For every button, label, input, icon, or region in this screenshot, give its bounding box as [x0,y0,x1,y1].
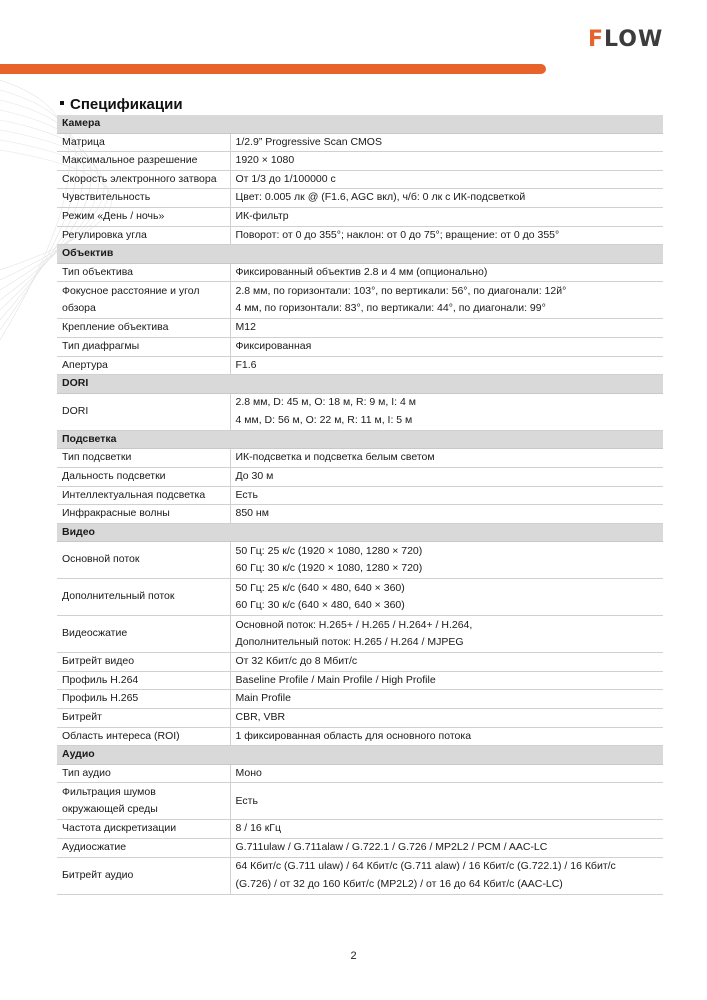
spec-value-line: Фиксированный объектив 2.8 и 4 мм (опционально) [235,265,488,278]
spec-value-line: 64 Кбит/с (G.711 ulaw) / 64 Кбит/с (G.711 alaw) / 16 Кбит/с (G.722.1) / 16 Кбит/с [235,860,616,873]
spec-value [230,690,663,709]
spec-key [57,839,230,858]
spec-key [57,133,230,152]
spec-value-line: (G.726) / от 32 до 160 Кбит/с (MP2L2) / от 16 до 64 Кбит/с (AAC-LC) [235,877,563,890]
spec-key-line: Инфракрасные волны [62,507,170,520]
spec-value [230,653,663,672]
section-title: Аудио [57,746,663,765]
spec-key [57,189,230,208]
spec-row [57,467,663,486]
spec-row [57,486,663,505]
spec-value [230,337,663,356]
spec-key-line: обзора [62,302,96,315]
spec-key-line: Аудиосжатие [62,841,127,854]
spec-value-line: 50 Гц: 25 к/с (640 × 480, 640 × 360) [235,581,405,594]
spec-value-line: F1.6 [235,358,257,371]
spec-value-line: 1/2.9” Progressive Scan CMOS [235,135,382,148]
spec-key [57,393,230,430]
spec-value-line: От 1/3 до 1/100000 с [235,172,336,185]
spec-key [57,783,230,820]
spec-value-line: Фиксированная [235,339,312,352]
spec-row [57,226,663,245]
spec-row [57,579,663,616]
spec-key-line: Интеллектуальная подсветка [62,488,206,501]
spec-value [230,857,663,894]
spec-value [230,207,663,226]
spec-key-line: Дальность подсветки [62,469,166,482]
spec-key [57,857,230,894]
spec-key [57,690,230,709]
spec-value-line: Baseline Profile / Main Profile / High Profile [235,673,436,686]
section-header [57,746,663,765]
section-title: Камера [57,115,663,133]
spec-value-line: Поворот: от 0 до 355°; наклон: от 0 до 75°; вращение: от 0 до 355° [235,228,560,241]
spec-row [57,282,663,319]
spec-row [57,709,663,728]
spec-row [57,337,663,356]
spec-value-line: Моно [235,766,262,779]
spec-key-line: Тип объектива [62,265,134,278]
spec-key-line: Битрейт видео [62,655,135,668]
spec-value [230,542,663,579]
spec-key-line: Крепление объектива [62,321,169,334]
page-heading [60,96,183,113]
spec-key [57,356,230,375]
spec-value [230,727,663,746]
spec-value [230,170,663,189]
spec-key [57,542,230,579]
page-number: 2 [350,950,357,962]
section-title: Объектив [57,245,663,264]
spec-value-line: 4 мм, D: 56 м, O: 22 м, R: 11 м, I: 5 м [235,413,413,426]
spec-key [57,671,230,690]
spec-key-line: Видеосжатие [62,627,128,640]
spec-key [57,263,230,282]
spec-value [230,486,663,505]
spec-value [230,709,663,728]
flow-logo: FLOW [588,27,664,52]
spec-row [57,542,663,579]
spec-value-line: 50 Гц: 25 к/с (1920 × 1080, 1280 × 720) [235,544,423,557]
spec-row [57,616,663,653]
spec-row [57,356,663,375]
spec-row [57,207,663,226]
spec-value-line: Основной поток: H.265+ / H.265 / H.264+ / H.264, [235,618,473,631]
section-header [57,375,663,394]
spec-value [230,764,663,783]
spec-value-line: Цвет: 0.005 лк @ (F1.6, AGC вкл), ч/б: 0 лк с ИК-подсветкой [235,191,526,204]
spec-row [57,152,663,171]
spec-value [230,356,663,375]
spec-value [230,616,663,653]
spec-key-line: окружающей среды [62,803,158,816]
spec-row [57,764,663,783]
section-title: DORI [57,375,663,394]
spec-value [230,189,663,208]
section-header [57,115,663,133]
spec-key [57,467,230,486]
spec-value-line: 2.8 мм, по горизонтали: 103°, по вертикали: 56°, по диагонали: 12й° [235,284,567,297]
spec-key-line: Область интереса (ROI) [62,729,180,742]
spec-value [230,505,663,524]
spec-key [57,616,230,653]
spec-value-line: 8 / 16 кГц [235,822,281,835]
spec-value-line: Дополнительный поток: H.265 / H.264 / MJPEG [235,636,464,649]
spec-value-line: G.711ulaw / G.711alaw / G.722.1 / G.726 / MP2L2 / PCM / AAC-LC [235,841,548,854]
spec-value-line: До 30 м [235,469,274,482]
spec-key [57,579,230,616]
spec-value-line: Есть [235,488,258,501]
spec-key-line: Регулировка угла [62,228,147,241]
section-title: Видео [57,523,663,542]
spec-value [230,263,663,282]
spec-key [57,764,230,783]
spec-value [230,579,663,616]
spec-value-line: 2.8 мм, D: 45 м, O: 18 м, R: 9 м, I: 4 м [235,396,416,409]
spec-row [57,263,663,282]
spec-value-line: 60 Гц: 30 к/с (640 × 480, 640 × 360) [235,599,405,612]
spec-row [57,857,663,894]
spec-key-line: Максимальное разрешение [62,154,198,167]
spec-value-line: ИК-фильтр [235,209,289,222]
header-accent-bar [0,64,546,74]
spec-value [230,671,663,690]
spec-row [57,170,663,189]
spec-value [230,152,663,171]
spec-key-line: Основной поток [62,553,140,566]
spec-value [230,393,663,430]
spec-key [57,653,230,672]
section-title: Подсветка [57,430,663,449]
spec-row [57,505,663,524]
spec-value-line: 850 нм [235,507,269,520]
spec-value [230,839,663,858]
spec-row [57,783,663,820]
spec-key-line: Апертура [62,358,108,371]
spec-value-line: Есть [235,794,258,807]
section-header [57,523,663,542]
spec-value [230,449,663,468]
heading-text: Спецификации [70,96,183,113]
spec-row [57,319,663,338]
spec-key-line: Дополнительный поток [62,590,175,603]
spec-value-line: ИК-подсветка и подсветка белым светом [235,451,435,464]
spec-value-line: CBR, VBR [235,711,286,724]
spec-value [230,783,663,820]
spec-value [230,319,663,338]
spec-key [57,152,230,171]
spec-value [230,282,663,319]
spec-key [57,207,230,226]
spec-value-line: От 32 Кбит/с до 8 Мбит/с [235,655,358,668]
spec-key [57,319,230,338]
spec-key-line: Чувствительность [62,191,151,204]
section-header [57,430,663,449]
spec-row [57,449,663,468]
spec-key [57,505,230,524]
spec-value-line: M12 [235,321,256,334]
spec-key [57,486,230,505]
spec-key [57,449,230,468]
spec-key-line: Профиль H.265 [62,692,139,705]
spec-value-line: 4 мм, по горизонтали: 83°, по вертикали: 44°, по диагонали: 99° [235,302,546,315]
spec-key-line: DORI [62,404,89,417]
spec-row [57,820,663,839]
spec-key [57,226,230,245]
spec-value-line: 60 Гц: 30 к/с (1920 × 1080, 1280 × 720) [235,562,423,575]
spec-row [57,653,663,672]
spec-row [57,133,663,152]
spec-row [57,727,663,746]
spec-key [57,709,230,728]
spec-value [230,226,663,245]
spec-row [57,671,663,690]
spec-key [57,727,230,746]
spec-row [57,189,663,208]
spec-key-line: Битрейт аудио [62,868,134,881]
spec-value-line: Main Profile [235,692,291,705]
spec-key-line: Фокусное расстояние и угол [62,284,200,297]
spec-row [57,839,663,858]
bullet-icon [60,101,64,105]
spec-value [230,133,663,152]
spec-key-line: Фильтрация шумов [62,785,156,798]
spec-key-line: Матрица [62,135,105,148]
spec-row [57,690,663,709]
spec-key [57,337,230,356]
spec-key [57,282,230,319]
spec-key-line: Частота дискретизации [62,822,177,835]
spec-key-line: Тип диафрагмы [62,339,140,352]
spec-key [57,170,230,189]
spec-value-line: 1 фиксированная область для основного потока [235,729,472,742]
spec-key-line: Режим «День / ночь» [62,209,165,222]
spec-value [230,467,663,486]
spec-value-line: 1920 × 1080 [235,154,295,167]
spec-row [57,393,663,430]
spec-key-line: Скорость электронного затвора [62,172,217,185]
spec-key-line: Битрейт [62,711,102,724]
spec-key-line: Тип аудио [62,766,111,779]
section-header [57,245,663,264]
spec-key-line: Профиль H.264 [62,673,139,686]
spec-key-line: Тип подсветки [62,451,132,464]
specifications-table [57,115,663,895]
spec-key [57,820,230,839]
spec-value [230,820,663,839]
